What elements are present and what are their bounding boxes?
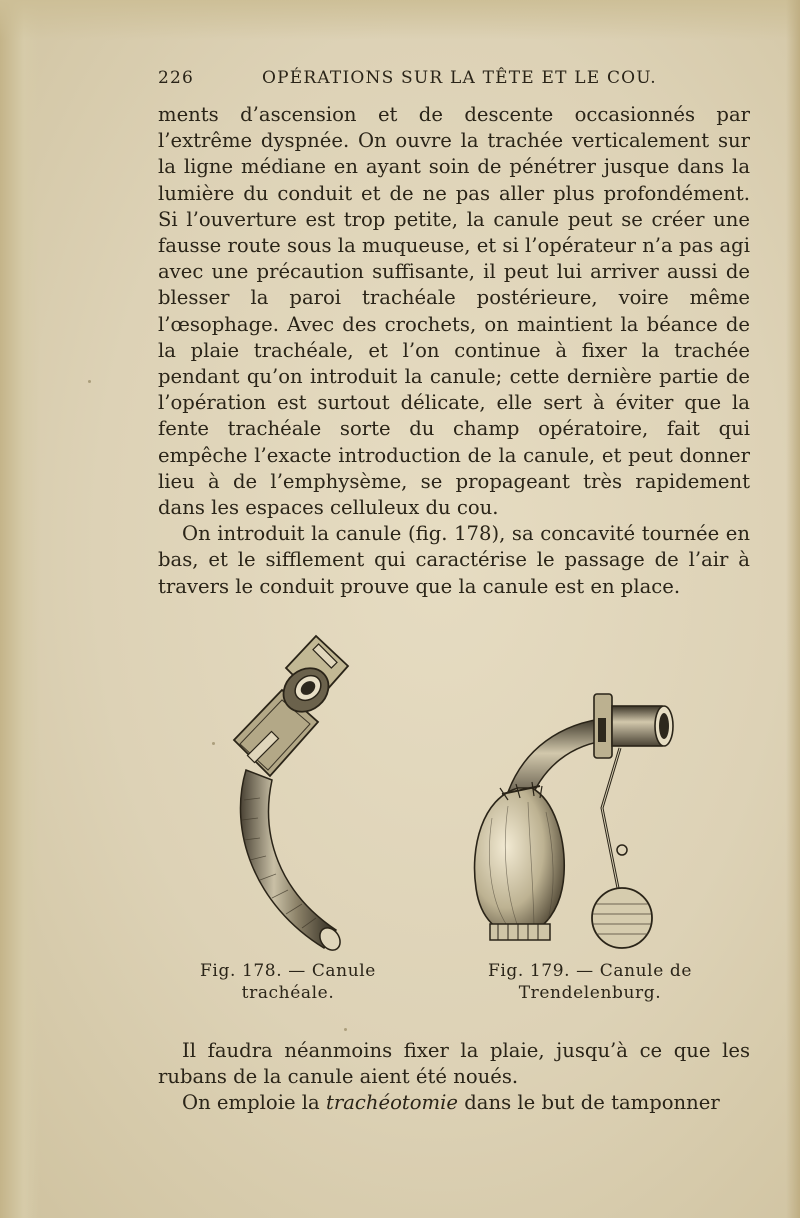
body-text-bottom: [158, 1038, 750, 1117]
paragraph-continuation: ments d’ascension et de descente occasionnés par l’extrême dyspnée. On ouvre la trachée verticalement sur la ligne médiane en ayant soin de pénétrer jusque dans la lumière du conduit et de ne pas aller plus profondément. Si l’ouverture est trop petite, la canule peut se créer une fausse route sous la muqueuse, et si l’opérateur n’a pas agi avec une précaution suffisante, il peut lui arriver aussi de blesser la paroi trachéale postérieure, voire même l’œsophage. Avec des crochets, on maintient la béance de la plaie trachéale, et l’on continue à fixer la trachée pendant qu’on introduit la canule; cette dernière partie de l’opération est surtout délicate, elle sert à éviter que la fente trachéale sorte du champ opératoire, fait qui empêche l’exacte introduction de la canule, et peut donner lieu à de l’emphysème, se propageant très rapidement dans les espaces celluleux du cou.: [158, 103, 750, 520]
figure-179-caption-line1: Fig. 179. — Canule de: [487, 961, 693, 981]
page-edge-shadow-left: [0, 0, 40, 1218]
paper-speck: [212, 742, 215, 745]
running-head: OPÉRATIONS SUR LA TÊTE ET LE COU.: [262, 68, 657, 88]
paragraph-tracheotomie-after: dans le but de tamponner: [458, 1091, 720, 1115]
body-text-top: [158, 102, 750, 600]
paragraph-tracheotomie: [158, 1090, 750, 1116]
figure-178-caption-line1: Fig. 178. — Canule: [200, 961, 376, 981]
figure-179-caption: [470, 960, 710, 1004]
paragraph-canule-introduction: On introduit la canule (fig. 178), sa concavité tournée en bas, et le sifflement qui caractérise le passage de l’air à travers le conduit prouve que la canule est en place.: [158, 522, 750, 598]
page-edge-shadow-top: [0, 0, 800, 40]
page-number: 226: [158, 68, 195, 88]
figure-178-caption-line2: trachéale.: [241, 983, 335, 1003]
paragraph-fixer-la-plaie: Il faudra néanmoins fixer la plaie, jusqu’à ce que les rubans de la canule aient été noués.: [158, 1039, 750, 1089]
figure-178-caption: [188, 960, 388, 1004]
paper-speck: [88, 380, 91, 383]
page-edge-shadow-right: [786, 0, 800, 1218]
figure-179-caption-line2: Trendelenburg.: [518, 983, 662, 1003]
tracheotomie-italic-term: trachéotomie: [325, 1091, 458, 1115]
figure-179-trendelenburg-cannula-illustration: [462, 688, 684, 950]
paragraph-tracheotomie-before: On emploie la: [182, 1091, 326, 1115]
figure-178-tracheal-cannula-illustration: [224, 630, 354, 955]
paper-speck: [344, 1028, 347, 1031]
